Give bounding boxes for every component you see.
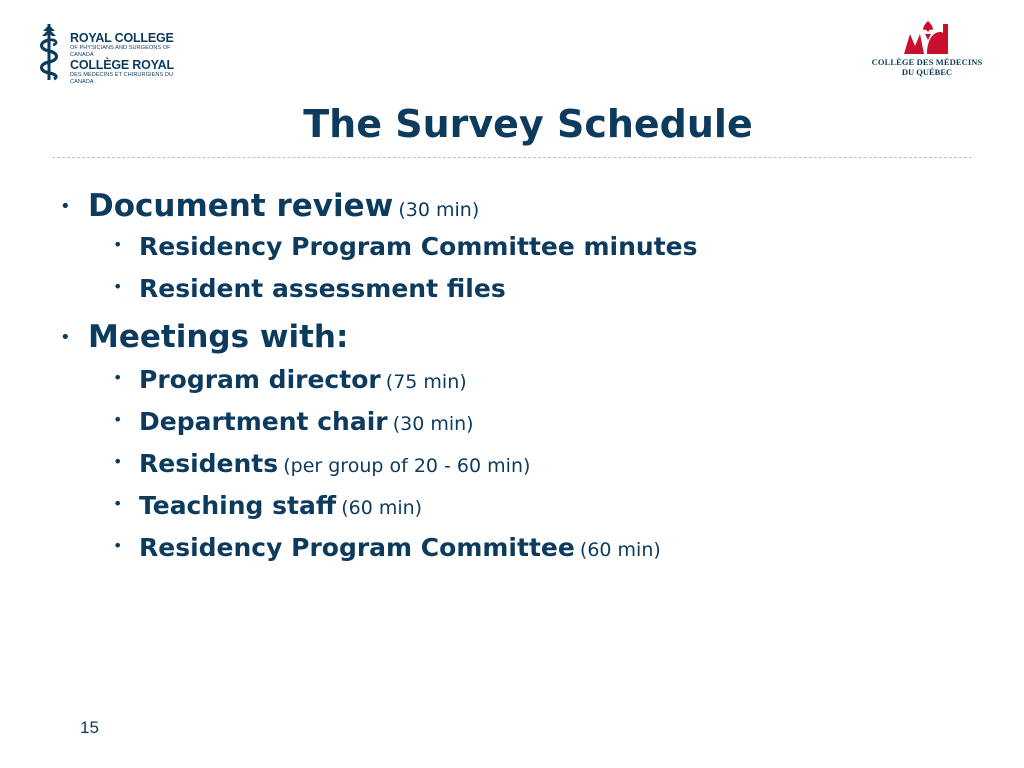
list-item-duration: (60 min) [341,497,423,519]
list-item [60,188,980,232]
bullet-icon: • [113,494,123,513]
list-item [60,319,980,363]
list-item-text: Teaching staff [139,491,337,520]
bullet-icon: • [113,368,123,387]
bullet-icon: • [113,410,123,429]
list-item [60,491,980,533]
list-item-duration: (30 min) [392,413,474,435]
bullet-icon: • [113,235,123,254]
list-item-duration: (30 min) [398,199,480,221]
royal-college-logo [34,22,194,85]
page-number: 15 [80,718,99,737]
bullet-icon: • [60,196,71,217]
list-item [60,449,980,491]
bullet-icon: • [113,536,123,555]
bullet-icon: • [60,327,71,348]
list-item-text: Resident assessment files [139,274,506,303]
cmq-line-1: COLLÈGE DES MÉDECINS [871,57,983,67]
list-item-text: Residency Program Committee [139,533,575,562]
title-divider [52,157,972,158]
cmq-logo [866,20,988,82]
cmq-emblem-icon [902,20,952,56]
slide-title: The Survey Schedule [303,102,753,146]
list-item-text: Residents [139,449,279,478]
caduceus-icon [34,22,64,82]
logo-line-college-royal: COLLÈGE ROYAL [70,58,174,72]
cmq-line-2: DU QUÉBEC [901,67,953,77]
list-item [60,533,980,575]
list-item [60,232,980,274]
list-item-text: Department chair [139,407,388,436]
list-item [60,407,980,449]
bullet-icon: • [113,452,123,471]
logo-line-royal-college: ROYAL COLLEGE [70,31,174,45]
list-item-text: Document review [88,188,394,224]
list-item-duration: (60 min) [579,539,661,561]
list-item-text: Program director [139,365,381,394]
list-item-text: Residency Program Committee minutes [139,232,698,261]
list-item-duration: (per group of 20 - 60 min) [283,455,531,477]
logo-line-physicians: OF PHYSICIANS AND SURGEONS OF CANADA [70,45,171,58]
list-item [60,274,980,316]
bullet-icon: • [113,277,123,296]
logo-line-medecins: DES MÉDECINS ET CHIRURGIENS DU CANADA [70,72,174,85]
list-item [60,365,980,407]
list-item-text: Meetings with: [88,319,349,355]
list-item-duration: (75 min) [385,371,467,393]
bullet-list [60,188,980,575]
